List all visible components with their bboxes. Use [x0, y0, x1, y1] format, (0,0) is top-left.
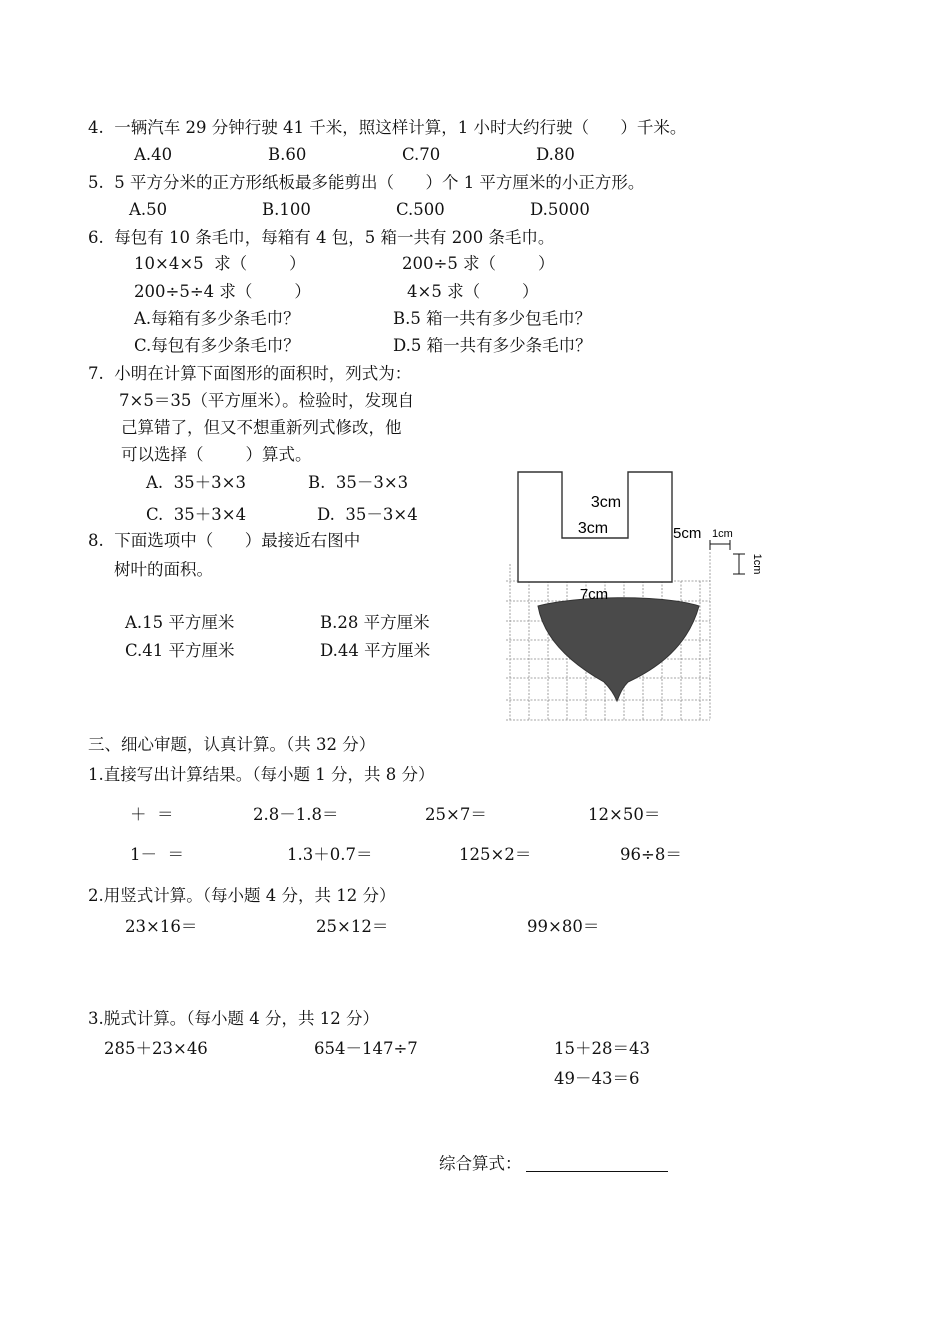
- label-1cm-vertical: 1cm: [751, 553, 763, 575]
- q7-option-d: D. 35－3×4: [317, 505, 418, 524]
- q7-line-4: 可以选择（ ）算式。: [121, 445, 312, 464]
- q6-formula-2: 200÷5 求（ ）: [402, 254, 555, 273]
- q6-option-b: B.5 箱一共有多少包毛巾？: [393, 309, 592, 328]
- label-5cm: 5cm: [673, 525, 702, 542]
- part-1-title: 1.直接写出计算结果。（每小题 1 分，共 8 分）: [88, 765, 435, 784]
- q7-option-a: A. 35＋3×3: [146, 473, 246, 492]
- combined-formula: [439, 1153, 668, 1174]
- q6-option-a: A.每箱有多少条毛巾？: [134, 309, 300, 328]
- stepwise-calc-1: 285＋23×46: [104, 1039, 208, 1058]
- calc-5: 1－ ＝: [130, 845, 184, 864]
- q8-option-c: C.41 平方厘米: [125, 641, 235, 660]
- q5-option-a: A.50: [129, 200, 168, 219]
- label-7cm: 7cm: [579, 586, 609, 603]
- q7-line-3: 己算错了，但又不想重新列式修改，他: [121, 418, 402, 437]
- calc-8: 96÷8＝: [620, 845, 682, 864]
- q8-option-d: D.44 平方厘米: [320, 641, 431, 660]
- q6-formula-4: 4×5 求（ ）: [407, 282, 539, 301]
- q5-option-c: C.500: [396, 200, 445, 219]
- vertical-calc-1: 23×16＝: [125, 917, 198, 936]
- calc-4: 12×50＝: [588, 805, 661, 824]
- section-3-title: 三、细心审题，认真计算。（共 32 分）: [88, 735, 376, 754]
- geometry-figure: [500, 468, 780, 726]
- vertical-calc-2: 25×12＝: [316, 917, 389, 936]
- calc-1: ＋ ＝: [130, 805, 174, 824]
- q5-option-d: D.5000: [530, 200, 590, 219]
- q4-option-a: A.40: [134, 145, 173, 164]
- label-1cm-horizontal: 1cm: [712, 528, 733, 540]
- dimension-marks: [710, 540, 745, 574]
- q5-option-b: B.100: [262, 200, 311, 219]
- q4-option-c: C.70: [402, 145, 441, 164]
- stepwise-calc-2: 654－147÷7: [314, 1039, 418, 1058]
- calc-2: 2.8－1.8＝: [253, 805, 339, 824]
- leaf-shape: [538, 598, 699, 701]
- stepwise-calc-3-line-2: 49－43＝6: [554, 1069, 640, 1088]
- q7-option-c: C. 35＋3×4: [146, 505, 247, 524]
- combined-formula-answer-line[interactable]: [526, 1153, 668, 1172]
- part-2-title: 2.用竖式计算。（每小题 4 分，共 12 分）: [88, 886, 396, 905]
- q4-option-b: B.60: [268, 145, 307, 164]
- calc-3: 25×7＝: [425, 805, 487, 824]
- q7-option-b: B. 35－3×3: [308, 473, 409, 492]
- stepwise-calc-3-line-1: 15＋28＝43: [554, 1039, 650, 1058]
- q6-formula-1: 10×4×5 求（ ）: [134, 254, 306, 273]
- label-3cm-bottom: 3cm: [577, 520, 609, 537]
- q7-line-1: 7. 小明在计算下面图形的面积时，列式为：: [88, 364, 412, 383]
- combined-formula-label: 综合算式：: [439, 1154, 522, 1173]
- q4-stem: 4. 一辆汽车 29 分钟行驶 41 千米，照这样计算，1 小时大约行驶（ ）千米。: [88, 118, 687, 137]
- calc-7: 125×2＝: [459, 845, 532, 864]
- q7-line-2: 7×5＝35（平方厘米）。检验时，发现自: [119, 391, 415, 410]
- q8-line-1: 8. 下面选项中（ ）最接近右图中: [88, 531, 361, 550]
- part-3-title: 3.脱式计算。（每小题 4 分，共 12 分）: [88, 1009, 379, 1028]
- calc-6: 1.3＋0.7＝: [287, 845, 373, 864]
- q8-line-2: 树叶的面积。: [114, 560, 213, 579]
- vertical-calc-3: 99×80＝: [527, 917, 600, 936]
- q8-option-b: B.28 平方厘米: [320, 613, 430, 632]
- q6-option-d: D.5 箱一共有多少条毛巾？: [393, 336, 592, 355]
- q6-stem: 6. 每包有 10 条毛巾，每箱有 4 包，5 箱一共有 200 条毛巾。: [88, 228, 555, 247]
- label-3cm-top: 3cm: [590, 494, 622, 511]
- q4-option-d: D.80: [536, 145, 575, 164]
- q6-option-c: C.每包有多少条毛巾？: [134, 336, 300, 355]
- q6-formula-3: 200÷5÷4 求（ ）: [134, 282, 311, 301]
- q5-stem: 5. 5 平方分米的正方形纸板最多能剪出（ ）个 1 平方厘米的小正方形。: [88, 173, 645, 192]
- q8-option-a: A.15 平方厘米: [125, 613, 235, 632]
